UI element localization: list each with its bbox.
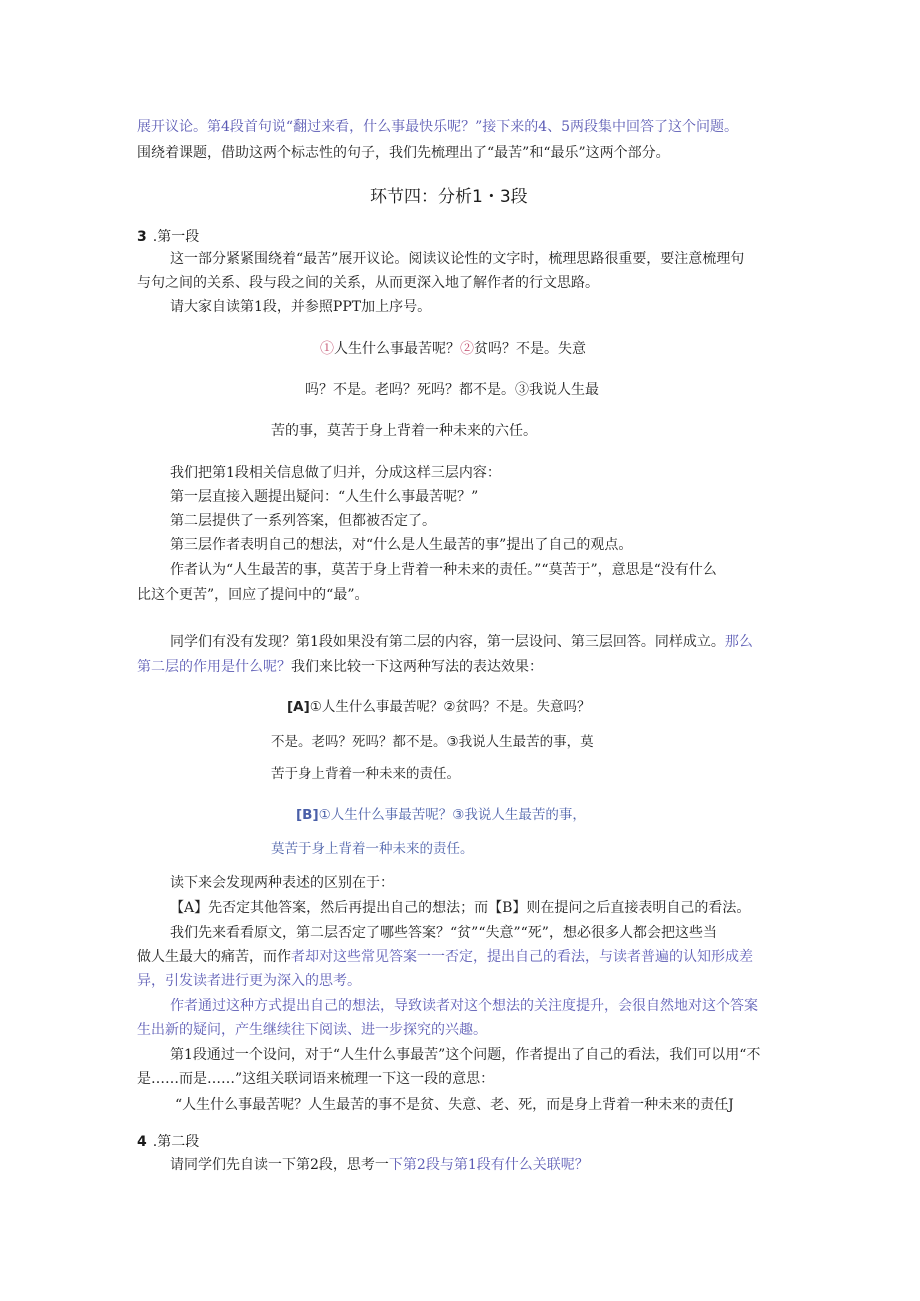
- section-heading: 环节四：分析1・3段: [370, 187, 528, 207]
- highlight-text: 那么: [724, 634, 753, 650]
- text-run: 同学们有没有发现？第1段如果没有第二层的内容，第一层设问、第三层回答。同样成立。: [170, 634, 725, 650]
- subsection-title-4: [137, 1133, 199, 1151]
- paragraph-line: [170, 1156, 589, 1174]
- layer-2-line: 第二层提供了一系列答案，但都被否定了。: [170, 513, 436, 529]
- paragraph-line: 第1段通过一个设问，对于“人生什么事最苦”这个问题，作者提出了自己的看法，我们可以用“不: [170, 1047, 761, 1063]
- highlight-text: 第二层的作用是什么呢？: [137, 659, 291, 675]
- paragraph-line: 读下来会发现两种表述的区别在于：: [170, 875, 394, 891]
- circled-number-2: ②: [460, 341, 474, 357]
- paragraph-line: [170, 633, 753, 651]
- subsection-label: .第一段: [152, 229, 200, 245]
- paragraph-line: 异，引发读者进行更为深入的思考。: [137, 973, 361, 989]
- example-a-line-3: 苦于身上背着一种未来的责任。: [271, 766, 460, 782]
- subsection-title-3: [137, 228, 199, 246]
- example-a-line-1: [287, 698, 591, 716]
- paragraph-line: [137, 658, 543, 676]
- paragraph-line: 请大家自读第1段，并参照PPT加上序号。: [170, 299, 432, 315]
- subsection-label: .第二段: [152, 1134, 200, 1150]
- paragraph-line: 作者认为“人生最苦的事，莫苦于身上背着一种未来的责任。”“莫苦于”，意思是“没有什么: [170, 562, 717, 578]
- paragraph-line: 我们先来看看原文，第二层否定了哪些答案？“贫”“失意”“死”，想必很多人都会把这些当: [170, 925, 717, 941]
- example-text: ①人生什么事最苦呢？③我说人生最苦的事，: [318, 807, 586, 823]
- highlight-text: 下第2段与第1段有什么关联呢？: [388, 1157, 589, 1173]
- example-b-line-2: 莫苦于身上背着一种未来的责任。: [271, 841, 474, 857]
- highlight-text: 者却对这些常见答案一一否定，提出自己的看法，与读者普遍的认知形成差: [291, 949, 753, 965]
- paragraph-line: 作者通过这种方式提出自己的想法，导致读者对这个想法的关注度提升，会很自然地对这个答案: [170, 998, 758, 1014]
- paragraph-line: 比这个更苦”，回应了提问中的“最”。: [137, 587, 369, 603]
- quote-text: 人生什么事最苦呢？: [334, 341, 460, 357]
- subsection-number: 3: [137, 229, 147, 245]
- intro-line-1: 展开议论。第4段首句说“翻过来看，什么事最快乐呢？”接下来的4、5两段集中回答了这个问题。: [137, 119, 739, 135]
- layer-3-line: 第三层作者表明自己的想法，对“什么是人生最苦的事”提出了自己的观点。: [170, 537, 633, 553]
- quote-line-2: 吗？不是。老吗？死吗？都不是。③我说人生最: [305, 382, 599, 398]
- paragraph-line: 与句之间的关系、段与段之间的关系，从而更深入地了解作者的行文思路。: [137, 275, 599, 291]
- paragraph-line: 【A】先否定其他答案，然后再提出自己的想法；而【B】则在提问之后直接表明自己的看法。: [170, 900, 751, 916]
- quote-line-1: [320, 340, 586, 358]
- circled-number-1: ①: [320, 341, 334, 357]
- layer-1-line: 第一层直接入题提出疑问：“人生什么事最苦呢？”: [170, 489, 479, 505]
- paragraph-line: 我们把第1段相关信息做了归并，分成这样三层内容：: [170, 465, 501, 481]
- example-b-line-1: [296, 806, 586, 824]
- paragraph-line: 生出新的疑问，产生继续往下阅读、进一步探究的兴趣。: [137, 1022, 487, 1038]
- paragraph-line: 是……而是……”这组关联词语来梳理一下这一段的意思：: [137, 1071, 495, 1087]
- intro-line-2: 围绕着课题，借助这两个标志性的句子，我们先梳理出了“最苦”和“最乐”这两个部分。: [137, 145, 670, 161]
- paragraph-line: [137, 948, 753, 966]
- quote-text: 贫吗？不是。失意: [474, 341, 586, 357]
- text-run: 我们来比较一下这两种写法的表达效果：: [291, 659, 543, 675]
- example-text: ①人生什么事最苦呢？②贫吗？不是。失意吗？: [309, 699, 591, 715]
- text-run: 请同学们先自读一下第2段，思考一: [170, 1157, 389, 1173]
- summary-quote: “人生什么事最苦呢？人生最苦的事不是贫、失意、老、死，而是身上背着一种未来的责任J: [175, 1097, 734, 1113]
- example-b-label: [B]: [296, 807, 319, 823]
- example-a-label: [A]: [287, 699, 310, 715]
- text-run: 做人生最大的痛苦，而作: [137, 949, 291, 965]
- example-a-line-2: 不是。老吗？死吗？都不是。③我说人生最苦的事，莫: [271, 734, 594, 750]
- subsection-number: 4: [137, 1134, 147, 1150]
- paragraph-line: 这一部分紧紧围绕着“最苦”展开议论。阅读议论性的文字时，梳理思路很重要，要注意梳理句: [170, 251, 745, 267]
- quote-line-3: 苦的事，莫苦于身上背着一种未来的六任。: [271, 423, 537, 439]
